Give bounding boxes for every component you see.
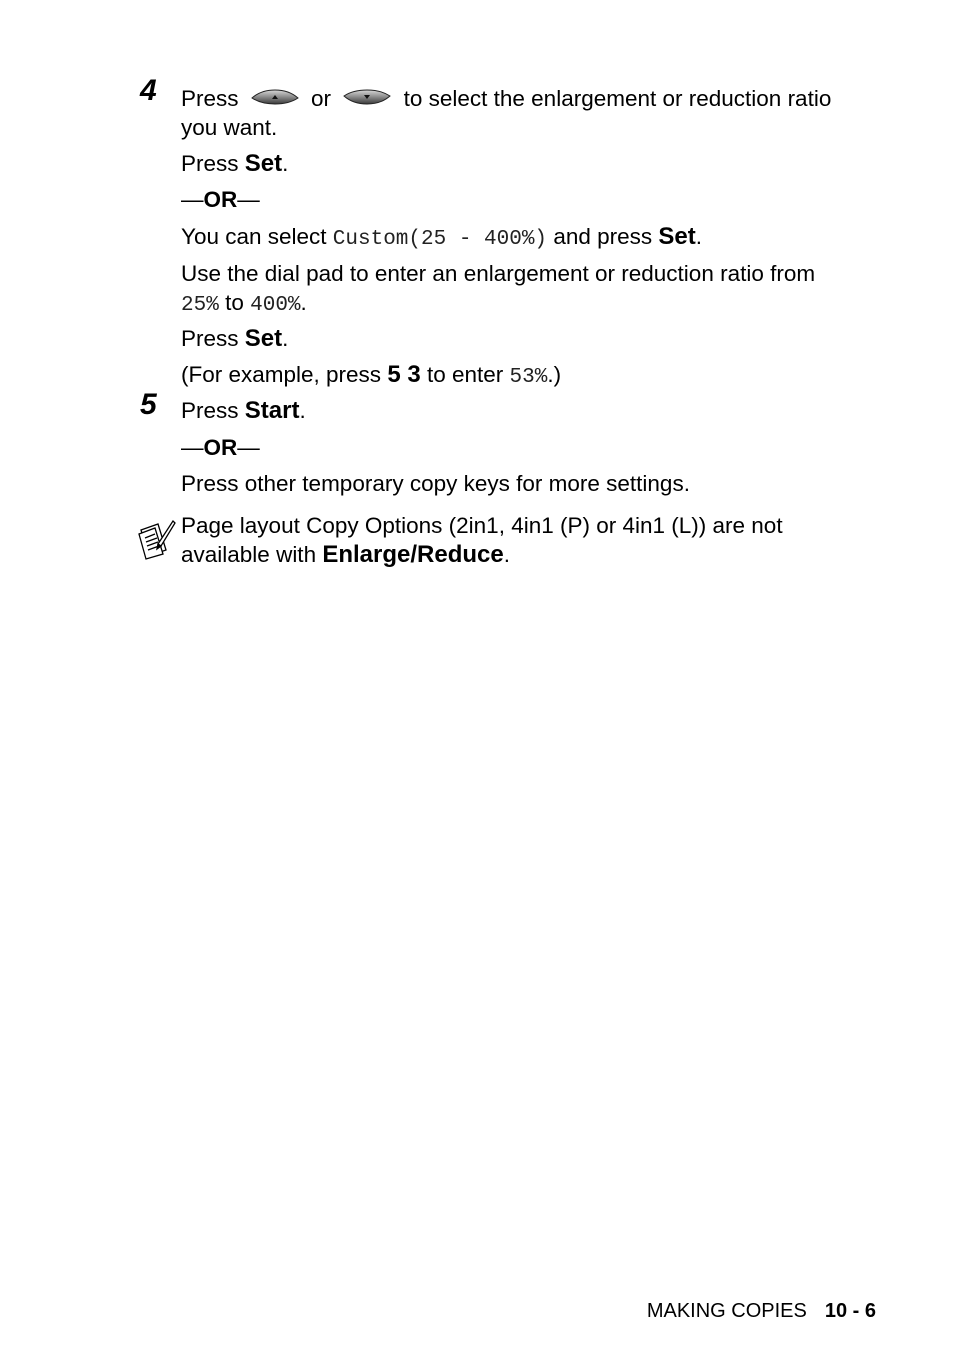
or-text: or: [311, 86, 332, 111]
other-keys-line: Press other temporary copy keys for more settings.: [181, 471, 690, 496]
press-text: Press: [181, 86, 239, 111]
max-ratio-code: 400%: [250, 294, 301, 317]
enlarge-reduce-key-label: Enlarge/Reduce: [322, 541, 504, 568]
min-ratio-code: 25%: [181, 294, 219, 317]
set-key-label: Set: [244, 325, 283, 352]
custom-select-line: You can select Custom(25 - 400%) and press Set.: [181, 223, 703, 251]
page-footer: [647, 1300, 876, 1323]
example-line: (For example, press 5 3 to enter 53%.): [181, 361, 562, 389]
set-key-label: Set: [244, 150, 283, 177]
example-ratio-code: 53%: [509, 366, 548, 389]
press-set-line-b: Press Set.: [181, 325, 289, 352]
press-set-line-a: Press Set.: [181, 150, 289, 177]
note-pencil-icon: [136, 516, 176, 565]
dial-pad-line1: Use the dial pad to enter an enlargement or reduction ratio from: [181, 261, 816, 286]
step-number-5: 5: [140, 388, 157, 421]
or-separator-b: —OR—: [181, 435, 260, 460]
up-arrow-button-icon: [251, 84, 299, 113]
note-line2: available with Enlarge/Reduce.: [181, 541, 511, 568]
example-keys: 5 3: [387, 361, 421, 388]
note-line1: Page layout Copy Options (2in1, 4in1 (P) or 4in1 (L)) are not: [181, 513, 783, 538]
page-number: 10 - 6: [824, 1300, 876, 1322]
step-number-4: 4: [140, 74, 157, 107]
down-arrow-button-icon: [343, 84, 391, 113]
start-key-label: Start: [244, 397, 300, 424]
step4-line2: you want.: [181, 115, 278, 140]
step4-line1: [181, 84, 831, 115]
press-start-line: Press Start.: [181, 397, 306, 424]
footer-section: MAKING COPIES: [646, 1300, 807, 1322]
dial-pad-line2: 25% to 400%.: [181, 290, 307, 317]
set-key-label: Set: [658, 223, 696, 250]
or-separator-a: —OR—: [181, 187, 260, 212]
custom-option-code: Custom(25 - 400%): [332, 228, 548, 251]
instruction-text: to select the enlargement or reduction ratio: [403, 86, 832, 111]
